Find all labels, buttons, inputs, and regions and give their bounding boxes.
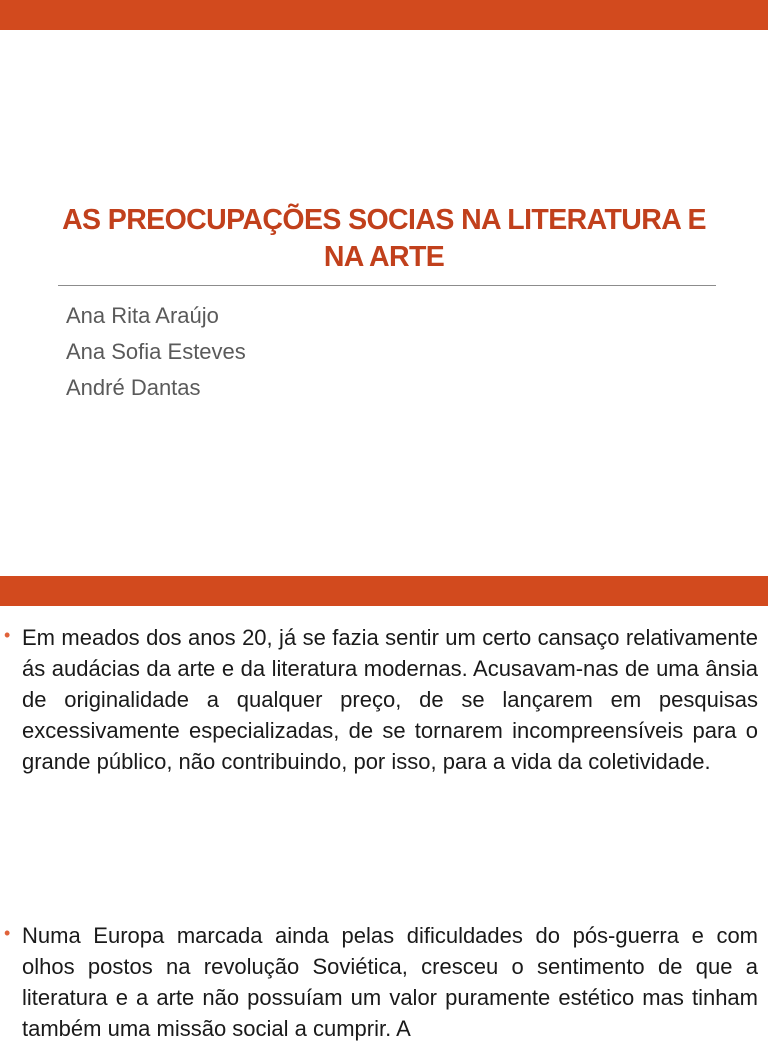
bullet-icon: •	[4, 625, 11, 645]
author-list	[66, 298, 246, 406]
bullet-paragraph: Em meados dos anos 20, já se fazia sentir um certo cansaço relativamente ás audácias da arte e da literatura modernas. Acusavam-nas de uma ânsia de originalidade a qualquer preço, de se lançarem em pesquisas excessivamente especializadas, de se tornarem incompreensíveis para o grande público, não contribuindo, por isso, para a vida da coletividade.	[22, 625, 758, 774]
author-name: André Dantas	[66, 375, 201, 400]
slide-title: AS PREOCUPAÇÕES SOCIAS NA LITERATURA E NA ARTE	[62, 204, 706, 273]
bullet-icon: •	[4, 923, 11, 943]
title-divider	[58, 285, 716, 286]
slide-two-accent-bar	[0, 576, 768, 606]
slide-top-accent-bar	[0, 0, 768, 30]
bullet-paragraph: Numa Europa marcada ainda pelas dificuldades do pós-guerra e com olhos postos na revolução Soviética, cresceu o sentimento de que a literatura e a arte não possuíam um valor puramente estético mas tinham também uma missão social a cumprir. A	[22, 923, 758, 1041]
content-slide	[0, 606, 768, 1041]
author-name: Ana Rita Araújo	[66, 303, 219, 328]
author-name: Ana Sofia Esteves	[66, 339, 246, 364]
title-slide	[0, 30, 768, 576]
